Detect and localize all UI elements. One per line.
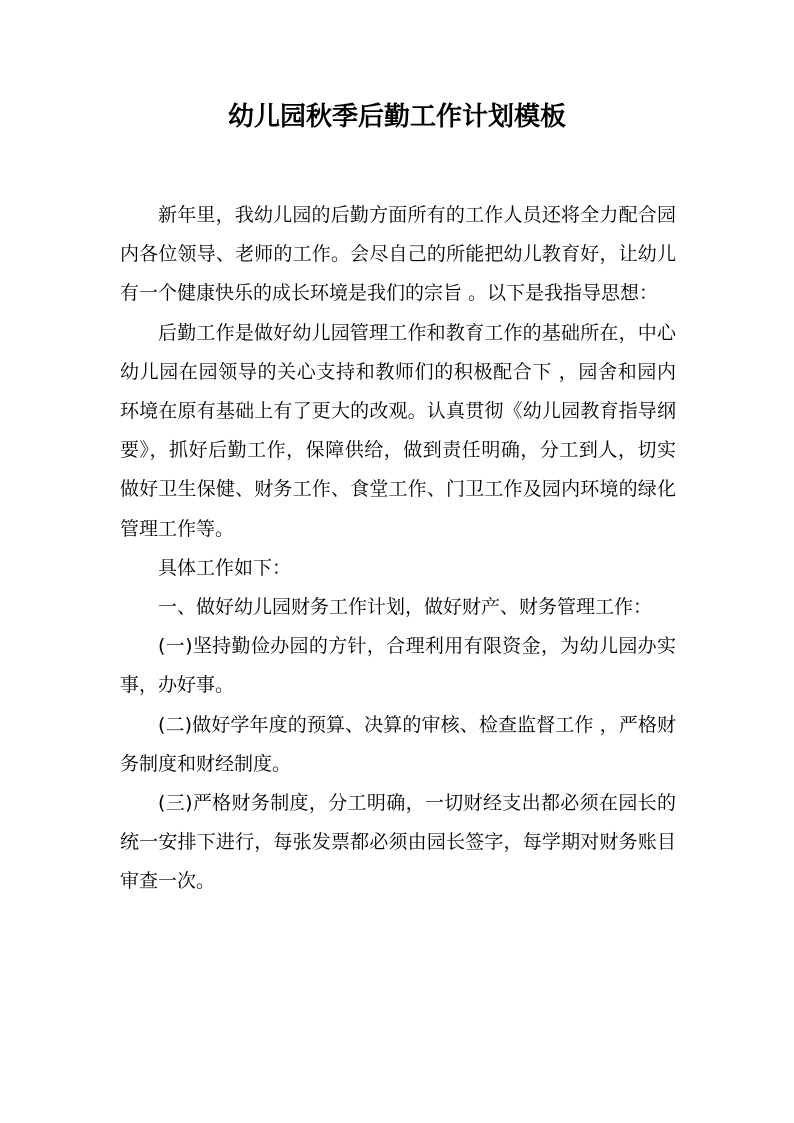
paragraph-item-two: (二)做好学年度的预算、决算的审核、检查监督工作 ，严格财务制度和财经制度。 [120,713,676,775]
document-title: 幼儿园秋季后勤工作计划模板 [227,102,566,132]
paragraph-item-three: (三)严格财务制度，分工明确，一切财经支出都必须在园长的统一安排下进行，每张发票都必须由园长签字，每学期对财务账目审查一次。 [120,792,676,893]
document-body [120,196,676,902]
paragraph-logistics-overview: 后勤工作是做好幼儿园管理工作和教育工作的基础所在，中心幼儿园在园领导的关心支持和教师们的积极配合下 ，园舍和园内环境在原有基础上有了更大的改观。认真贯彻《幼儿园教育指导纲要》，抓好后勤工作，保障供给，做到责任明确，分工到人，切实做好卫生保健、财务工作、食堂工作、门卫工作及园内环境的绿化管理工作等。 [120,321,676,540]
paragraph-intro: 新年里，我幼儿园的后勤方面所有的工作人员还将全力配合园内各位领导、老师的工作。会尽自己的所能把幼儿教育好，让幼儿有一个健康快乐的成长环境是我们的宗旨 。以下是我指导思想： [120,204,676,305]
paragraph-specific-work: 具体工作如下： [158,556,292,579]
paragraph-section-one: 一、做好幼儿园财务工作计划，做好财产、财务管理工作： [158,596,653,619]
paragraph-item-one: (一)坚持勤俭办园的方针，合理利用有限资金，为幼儿园办实事，办好事。 [120,635,676,697]
